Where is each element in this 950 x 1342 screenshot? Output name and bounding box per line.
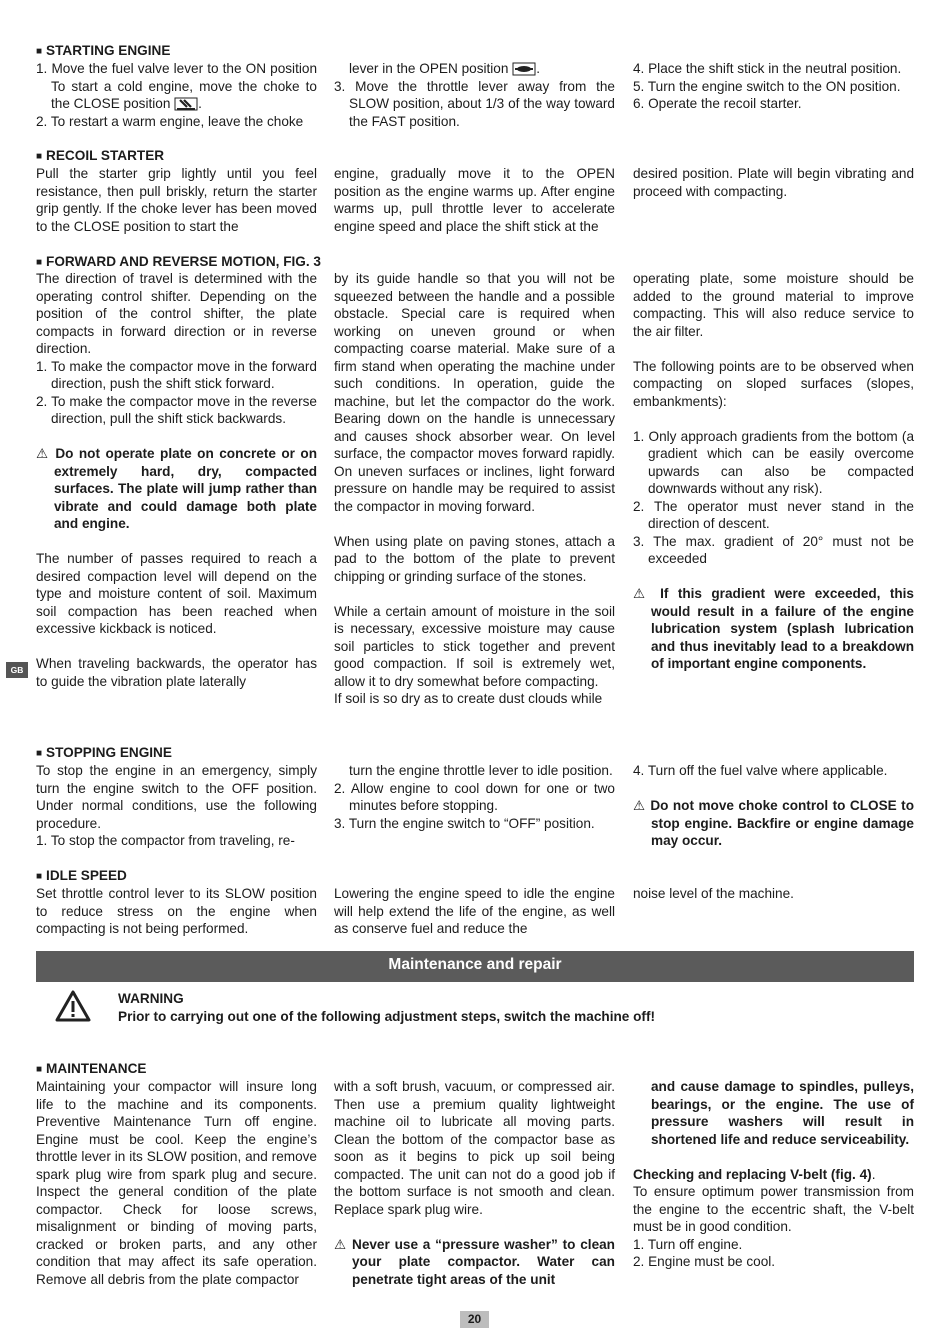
list-item: 2. To restart a warm engine, leave the choke xyxy=(36,113,304,129)
list-item: 2. The operator must never stand in the direction of descent. xyxy=(633,498,914,531)
list-item: 3. Turn the engine switch to “OFF” position. xyxy=(334,815,595,831)
section-band-title: Maintenance and repair xyxy=(36,951,914,982)
stopping-col2 xyxy=(334,762,615,832)
paragraph: The direction of travel is determined with the operating control shifter. Depending on the position of the control shifter, the plate compacts in forward direction or in reverse direction. xyxy=(36,271,317,356)
paragraph: To ensure optimum power transmission from the engine to the eccentric shaft, the V-belt must be in good condition. xyxy=(633,1184,914,1234)
list-item: 2. To make the compactor move in the reverse direction, pull the shift stick backwards. xyxy=(36,393,317,426)
section-heading-forward-reverse: ■ FORWARD AND REVERSE MOTION, FIG. 3 xyxy=(36,253,321,273)
maintenance-col2 xyxy=(334,1078,615,1288)
maintenance-col3 xyxy=(633,1078,914,1271)
section-heading-maintenance: ■ MAINTENANCE xyxy=(36,1060,147,1080)
page-number: 20 xyxy=(460,1311,489,1328)
warning-box-title: WARNING xyxy=(118,991,184,1006)
list-item: 1. Turn off engine. xyxy=(633,1236,743,1252)
paragraph: by its guide handle so that you will not be squeezed between the handle and a possible obstacle. Special care is required when working on uneven ground or when compacting coarse material. Make sure of a firm stand when operating the machine under such conditions. In operation, guide the machine, but let the compactor do the work. Bearing down on the handle is unnecessary and causes shock absorber wear. On level surface, the compactor moves forward rapidly. On uneven surfaces or inclines, light forward pressure on handle may be required to assist the compactor in moving forward. xyxy=(334,271,615,514)
warning-note-continued: and cause damage to spindles, pulleys, bearings, or the engine. The use of pressure washers will result in shortened life and reduce serviceability. xyxy=(651,1079,914,1147)
paragraph: The number of passes required to reach a desired compaction level will depend on the type and moisture content of soil. Maximum soil compaction has been reached when excessive kickback is noticed. xyxy=(36,551,317,636)
paragraph: noise level of the machine. xyxy=(633,886,794,901)
subheading: Checking and replacing V-belt (fig. 4). xyxy=(633,1166,876,1182)
list-item: 5. Turn the engine switch to the ON position. xyxy=(633,78,901,94)
forward-col2 xyxy=(334,270,615,708)
paragraph: with a soft brush, vacuum, or compressed air. Then use a premium quality lightweight machine oil to lubricate all moving parts. Clean the bottom of the compactor base as soon as it begins to pick up soil being compacted. The unit can not do a good job if the bottom surface is not smooth and clean. Replace spark plug wire. xyxy=(334,1079,615,1217)
section-heading-starting-engine: ■ STARTING ENGINE xyxy=(36,42,170,62)
forward-col3 xyxy=(633,270,914,673)
forward-col1 xyxy=(36,270,317,690)
list-item: 6. Operate the recoil starter. xyxy=(633,96,802,111)
warning-triangle-icon: ⚠ xyxy=(36,446,50,461)
list-item: 3. Move the throttle lever away from the SLOW position, about 1/3 of the way toward the FAST position. xyxy=(334,78,615,129)
warning-box-text: Prior to carrying out one of the following adjustment steps, switch the machine off! xyxy=(118,1009,655,1024)
paragraph: When using plate on paving stones, attach a pad to the bottom of the plate to prevent chipping or grinding surface of the stones. xyxy=(334,533,615,584)
paragraph: Lowering the engine speed to idle the engine will help extend the life of the engine, as well as conserve fuel and reduce the xyxy=(334,886,615,936)
section-heading-stopping-engine: ■ STOPPING ENGINE xyxy=(36,744,172,764)
stopping-col3 xyxy=(633,762,914,850)
warning-note: ⚠ If this gradient were exceeded, this would result in a failure of the engine lubrication system (splash lubrication and thus inevitably lead to a breakdown of important engine components. xyxy=(633,586,914,671)
warning-triangle-icon: ⚠ xyxy=(334,1236,348,1252)
warning-note: ⚠ Do not operate plate on concrete or on extremely hard, dry, compacted surfaces. The plate will jump rather than vibrate and could damage both plate and engine. xyxy=(36,446,318,531)
list-item: 4. Turn off the fuel valve where applicable. xyxy=(633,763,888,778)
warning-note: ⚠ Never use a “pressure washer” to clean your plate compactor. Water can penetrate tight areas of the unit xyxy=(334,1236,615,1287)
list-item: 1. Move the fuel valve lever to the ON position To start a cold engine, move the choke to the CLOSE position . xyxy=(36,61,317,111)
list-item-continued: lever in the OPEN position . xyxy=(349,61,540,76)
list-item: 1. To make the compactor move in the forward direction, push the shift stick forward. xyxy=(36,358,317,391)
list-item: 2. Engine must be cool. xyxy=(633,1254,776,1269)
paragraph: Pull the starter grip lightly until you feel resistance, then pull briskly, return the starter grip gently. If the choke lever has been moved to the CLOSE position to start the xyxy=(36,166,317,234)
warning-triangle-icon xyxy=(55,990,91,1022)
list-item: 4. Place the shift stick in the neutral position. xyxy=(633,61,902,76)
starting-engine-col2 xyxy=(334,60,615,130)
choke-open-icon xyxy=(512,62,536,76)
starting-engine-col1 xyxy=(36,60,317,130)
warning-triangle-icon: ⚠ xyxy=(633,586,651,601)
paragraph: Set throttle control lever to its SLOW position to reduce stress on the engine when compacting is not being performed. xyxy=(36,886,317,936)
paragraph: engine, gradually move it to the OPEN position as the engine warms up. After engine warms up, pull throttle lever to accelerate engine speed and place the shift stick at the xyxy=(334,166,615,234)
list-item: 3. The max. gradient of 20° must not be exceeded xyxy=(633,533,914,566)
starting-engine-col3 xyxy=(633,60,914,113)
paragraph: Maintaining your compactor will insure long life to the machine and its components. Preventive Maintenance Turn off engine. Engine must be cool. Keep the engine’s throttle lever in its SLOW position, and remove spark plug wire from spark plug and secure. Inspect the general condition of the plate compactor. Check for loose screws, misalignment or binding of moving parts, cracked or broken parts, and any other condition that may affect its safe operation. Remove all debris from the plate compactor xyxy=(36,1079,317,1287)
paragraph: operating plate, some moisture should be added to the ground material to improve compacting. This will also reduce service to the air filter. xyxy=(633,271,914,339)
language-tab: GB xyxy=(6,662,28,678)
paragraph: If soil is so dry as to create dust clouds while xyxy=(334,691,603,706)
paragraph: The following points are to be observed when compacting on sloped surfaces (slopes, embankments): xyxy=(633,358,914,409)
list-item: 1. Only approach gradients from the bottom (a gradient which can be easily overcome upwards can also be compacted downwards without any risk). xyxy=(633,428,914,496)
warning-triangle-icon: ⚠ xyxy=(633,798,646,813)
paragraph: desired position. Plate will begin vibrating and proceed with compacting. xyxy=(633,166,914,199)
paragraph: When traveling backwards, the operator has to guide the vibration plate laterally xyxy=(36,656,317,689)
paragraph: To stop the engine in an emergency, simply turn the engine switch to the OFF position. Under normal conditions, use the following procedure. xyxy=(36,763,317,831)
choke-close-icon xyxy=(174,97,198,111)
list-item-continued: turn the engine throttle lever to idle position. xyxy=(349,763,613,778)
stopping-col1 xyxy=(36,762,317,850)
paragraph: While a certain amount of moisture in the soil is necessary, excessive moisture may cause soil particles to stick together and prevent good compaction. If soil is extremely wet, allow it to dry somewhat before compacting. xyxy=(334,603,615,689)
section-heading-recoil-starter: ■ RECOIL STARTER xyxy=(36,147,164,167)
warning-note: ⚠ Do not move choke control to CLOSE to stop engine. Backfire or engine damage may occur. xyxy=(633,798,915,848)
list-item: 1. To stop the compactor from traveling, re- xyxy=(36,833,295,848)
list-item: 2. Allow engine to cool down for one or two minutes before stopping. xyxy=(334,780,615,813)
section-heading-idle-speed: ■ IDLE SPEED xyxy=(36,867,127,887)
